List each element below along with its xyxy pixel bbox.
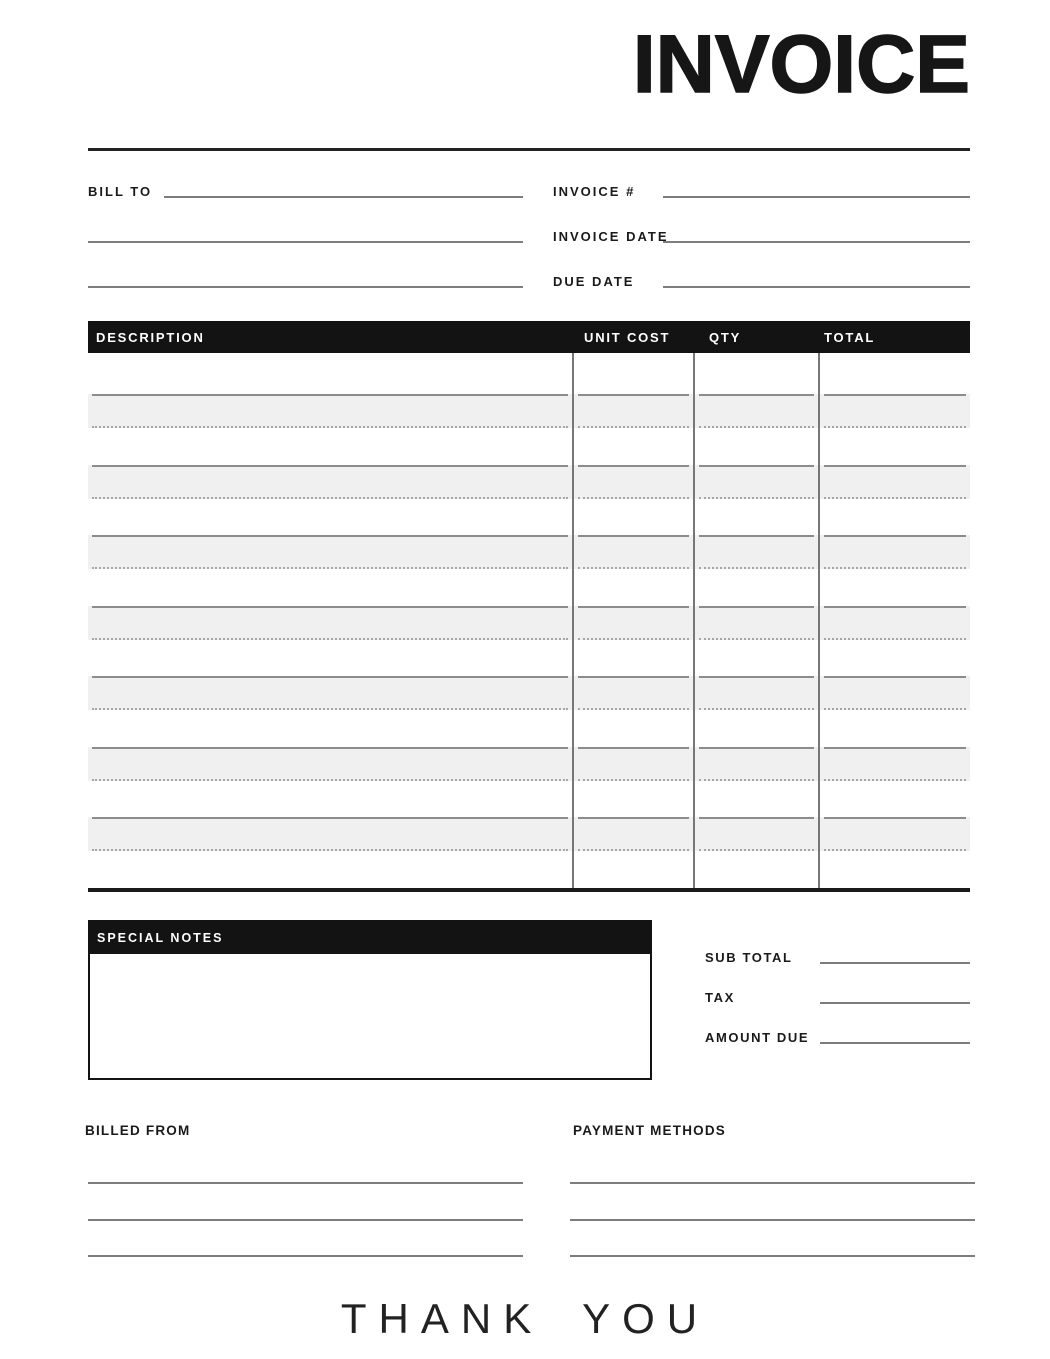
tax-label: TAX <box>705 990 735 1005</box>
cell-description[interactable] <box>88 353 572 394</box>
payment-methods-input-line-3[interactable] <box>570 1255 975 1257</box>
cell-qty[interactable] <box>693 606 818 640</box>
cell-unit-cost[interactable] <box>572 535 693 569</box>
cell-qty[interactable] <box>693 394 818 428</box>
cell-qty[interactable] <box>693 499 818 536</box>
invoice-number-input-line[interactable] <box>663 179 970 198</box>
cell-unit-cost[interactable] <box>572 394 693 428</box>
payment-methods-label: PAYMENT METHODS <box>573 1123 727 1138</box>
cell-description[interactable] <box>88 465 572 499</box>
items-table <box>88 321 970 892</box>
cell-qty[interactable] <box>693 428 818 465</box>
table-row[interactable] <box>88 428 970 465</box>
table-row[interactable] <box>88 710 970 747</box>
cell-unit-cost[interactable] <box>572 817 693 851</box>
cell-unit-cost[interactable] <box>572 353 693 394</box>
due-date-label: DUE DATE <box>553 274 635 289</box>
cell-description[interactable] <box>88 394 572 428</box>
cell-description[interactable] <box>88 428 572 465</box>
table-row[interactable] <box>88 465 970 499</box>
bill-to-row <box>88 181 523 198</box>
cell-unit-cost[interactable] <box>572 606 693 640</box>
bill-to-input-line-2[interactable] <box>88 224 523 243</box>
cell-total[interactable] <box>818 535 970 569</box>
cell-total[interactable] <box>818 569 970 606</box>
cell-unit-cost[interactable] <box>572 640 693 677</box>
cell-unit-cost[interactable] <box>572 781 693 818</box>
bill-to-row-2 <box>88 226 523 243</box>
cell-description[interactable] <box>88 710 572 747</box>
cell-description[interactable] <box>88 569 572 606</box>
special-notes-box <box>88 920 652 1080</box>
cell-description[interactable] <box>88 606 572 640</box>
cell-total[interactable] <box>818 851 970 888</box>
amount-due-label: AMOUNT DUE <box>705 1030 810 1045</box>
special-notes-label: SPECIAL NOTES <box>89 921 651 954</box>
title-divider <box>88 148 970 151</box>
due-date-row <box>553 271 970 288</box>
billed-from-input-line-3[interactable] <box>88 1255 523 1257</box>
cell-total[interactable] <box>818 710 970 747</box>
payment-methods-input-line-2[interactable] <box>570 1219 975 1221</box>
cell-total[interactable] <box>818 781 970 818</box>
cell-qty[interactable] <box>693 353 818 394</box>
sub-total-input-line[interactable] <box>820 945 970 964</box>
cell-qty[interactable] <box>693 710 818 747</box>
cell-description[interactable] <box>88 817 572 851</box>
cell-unit-cost[interactable] <box>572 499 693 536</box>
tax-input-line[interactable] <box>820 985 970 1004</box>
table-row[interactable] <box>88 394 970 428</box>
cell-total[interactable] <box>818 640 970 677</box>
invoice-date-label: INVOICE DATE <box>553 229 669 244</box>
invoice-number-label: INVOICE # <box>553 184 636 199</box>
cell-total[interactable] <box>818 353 970 394</box>
page-title: INVOICE <box>632 19 970 110</box>
cell-description[interactable] <box>88 747 572 781</box>
special-notes-input-area[interactable] <box>90 953 650 1076</box>
cell-total[interactable] <box>818 499 970 536</box>
header-description: DESCRIPTION <box>96 329 205 345</box>
cell-description[interactable] <box>88 781 572 818</box>
invoice-date-input-line[interactable] <box>663 224 970 243</box>
cell-qty[interactable] <box>693 465 818 499</box>
cell-qty[interactable] <box>693 851 818 888</box>
cell-total[interactable] <box>818 394 970 428</box>
table-row[interactable] <box>88 817 970 851</box>
cell-qty[interactable] <box>693 535 818 569</box>
cell-description[interactable] <box>88 676 572 710</box>
billed-from-input-line-2[interactable] <box>88 1219 523 1221</box>
cell-description[interactable] <box>88 499 572 536</box>
cell-unit-cost[interactable] <box>572 676 693 710</box>
bill-to-row-3 <box>88 271 523 288</box>
billed-from-label: BILLED FROM <box>85 1123 191 1138</box>
amount-due-row <box>705 1027 970 1044</box>
cell-description[interactable] <box>88 640 572 677</box>
table-row[interactable] <box>88 569 970 606</box>
invoice-number-row <box>553 181 970 198</box>
cell-total[interactable] <box>818 428 970 465</box>
cell-qty[interactable] <box>693 640 818 677</box>
table-row[interactable] <box>88 851 970 888</box>
cell-qty[interactable] <box>693 676 818 710</box>
table-row[interactable] <box>88 606 970 640</box>
bill-to-input-line[interactable] <box>164 179 523 198</box>
header-qty: QTY <box>709 329 742 345</box>
cell-qty[interactable] <box>693 781 818 818</box>
cell-unit-cost[interactable] <box>572 465 693 499</box>
sub-total-label: SUB TOTAL <box>705 950 793 965</box>
table-row[interactable] <box>88 535 970 569</box>
table-row[interactable] <box>88 640 970 677</box>
cell-qty[interactable] <box>693 747 818 781</box>
cell-qty[interactable] <box>693 569 818 606</box>
items-table-header <box>88 321 970 353</box>
header-total: TOTAL <box>824 329 876 345</box>
due-date-input-line[interactable] <box>663 269 970 288</box>
billed-from-input-line-1[interactable] <box>88 1182 523 1184</box>
table-row[interactable] <box>88 781 970 818</box>
cell-unit-cost[interactable] <box>572 747 693 781</box>
thank-you-message: THANK YOU <box>340 1295 710 1342</box>
sub-total-row <box>705 947 970 964</box>
cell-unit-cost[interactable] <box>572 851 693 888</box>
bill-to-label: BILL TO <box>88 184 153 199</box>
cell-unit-cost[interactable] <box>572 428 693 465</box>
cell-qty[interactable] <box>693 817 818 851</box>
tax-row <box>705 987 970 1004</box>
invoice-date-row <box>553 226 970 243</box>
cell-unit-cost[interactable] <box>572 710 693 747</box>
table-row[interactable] <box>88 676 970 710</box>
cell-total[interactable] <box>818 606 970 640</box>
payment-methods-input-line-1[interactable] <box>570 1182 975 1184</box>
amount-due-input-line[interactable] <box>820 1025 970 1044</box>
items-table-body <box>88 353 970 888</box>
bill-to-input-line-3[interactable] <box>88 269 523 288</box>
table-bottom-rule <box>88 888 970 892</box>
cell-description[interactable] <box>88 535 572 569</box>
header-unit-cost: UNIT COST <box>584 329 671 345</box>
cell-total[interactable] <box>818 747 970 781</box>
cell-total[interactable] <box>818 676 970 710</box>
cell-unit-cost[interactable] <box>572 569 693 606</box>
cell-total[interactable] <box>818 465 970 499</box>
cell-total[interactable] <box>818 817 970 851</box>
table-row[interactable] <box>88 747 970 781</box>
cell-description[interactable] <box>88 851 572 888</box>
table-row[interactable] <box>88 353 970 394</box>
table-row[interactable] <box>88 499 970 536</box>
